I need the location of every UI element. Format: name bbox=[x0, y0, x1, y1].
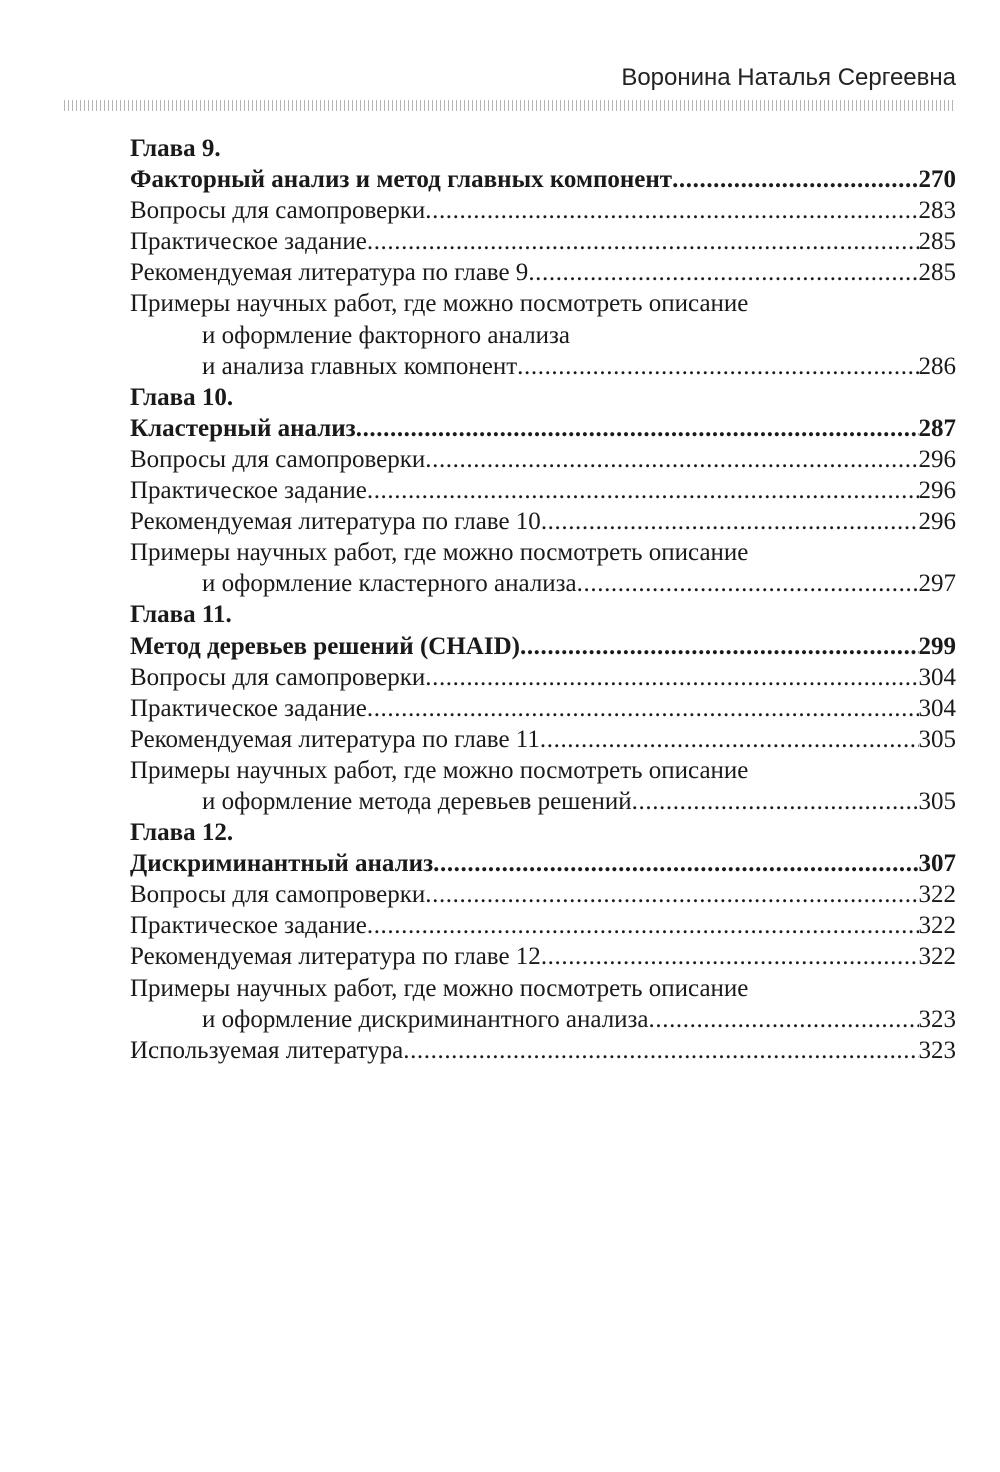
chapter-10-examples-entry bbox=[130, 568, 956, 599]
entry-page-number: 322 bbox=[918, 912, 956, 940]
entry-title: Рекомендуемая литература по главе 12 bbox=[130, 943, 541, 971]
entry-page-number: 322 bbox=[918, 881, 956, 909]
dot-leader bbox=[403, 1035, 918, 1066]
dot-leader bbox=[517, 351, 918, 382]
chapter-9-literature-entry bbox=[130, 257, 956, 288]
chapter-11-literature-entry bbox=[130, 724, 956, 755]
chapter-11-examples-entry bbox=[130, 786, 956, 817]
entry-title: Дискриминантный анализ bbox=[130, 850, 434, 878]
dot-leader bbox=[367, 693, 919, 724]
dot-leader bbox=[672, 164, 918, 195]
entry-title: Рекомендуемая литература по главе 10 bbox=[130, 508, 541, 536]
chapter-10-task-entry bbox=[130, 475, 956, 506]
chapter-9-questions-entry bbox=[130, 195, 956, 226]
entry-title: Практическое задание bbox=[130, 694, 367, 722]
entry-page-number: 304 bbox=[918, 663, 956, 691]
entry-page-number: 286 bbox=[918, 352, 956, 380]
dot-leader bbox=[433, 848, 918, 879]
entry-title: Вопросы для самопроверки bbox=[130, 197, 426, 225]
entry-title: Рекомендуемая литература по главе 11 bbox=[130, 725, 540, 753]
entry-title: и оформление кластерного анализа bbox=[202, 570, 577, 598]
chapter-11-heading: Глава 11. bbox=[130, 601, 232, 629]
dot-leader bbox=[367, 910, 919, 941]
chapter-12-literature-entry bbox=[130, 941, 956, 972]
references-entry bbox=[130, 1035, 956, 1066]
header-rule bbox=[64, 100, 956, 111]
dot-leader bbox=[425, 879, 918, 910]
entry-page-number: 304 bbox=[918, 694, 956, 722]
chapter-9-examples-entry bbox=[130, 351, 956, 382]
chapter-9-heading: Глава 9. bbox=[130, 135, 221, 162]
entry-title: и оформление метода деревьев решений bbox=[202, 787, 632, 815]
entry-title: Используемая литература bbox=[130, 1036, 404, 1064]
entry-page-number: 307 bbox=[918, 850, 956, 878]
entry-page-number: 323 bbox=[918, 1005, 956, 1033]
dot-leader bbox=[367, 475, 919, 506]
dot-leader bbox=[632, 786, 919, 817]
chapter-12-task-entry bbox=[130, 910, 956, 941]
entry-page-number: 296 bbox=[918, 445, 956, 473]
entry-title: Факторный анализ и метод главных компонент bbox=[130, 166, 673, 194]
chapter-12-heading: Глава 12. bbox=[130, 819, 234, 847]
entry-page-number: 285 bbox=[918, 259, 956, 287]
chapter-11-examples-line-1: Примеры научных работ, где можно посмотреть описание bbox=[130, 756, 749, 784]
entry-title: Вопросы для самопроверки bbox=[130, 663, 426, 691]
entry-title: и анализа главных компонент bbox=[202, 352, 518, 380]
chapter-11-questions-entry bbox=[130, 662, 956, 693]
entry-page-number: 296 bbox=[918, 508, 956, 536]
chapter-9-examples-line-2: и оформление факторного анализа bbox=[202, 321, 571, 349]
entry-title: и оформление дискриминантного анализа bbox=[202, 1005, 649, 1033]
entry-title: Практическое задание bbox=[130, 228, 367, 256]
chapter-12-title-entry bbox=[130, 848, 956, 879]
entry-page-number: 283 bbox=[918, 197, 956, 225]
chapter-11-task-entry bbox=[130, 693, 956, 724]
entry-title: Вопросы для самопроверки bbox=[130, 445, 426, 473]
entry-title: Практическое задание bbox=[130, 477, 367, 505]
chapter-12-questions-entry bbox=[130, 879, 956, 910]
chapter-10-literature-entry bbox=[130, 506, 956, 537]
entry-page-number: 296 bbox=[918, 477, 956, 505]
entry-title: Рекомендуемая литература по главе 9 bbox=[130, 259, 529, 287]
dot-leader bbox=[649, 1004, 919, 1035]
chapter-10-examples-line-1: Примеры научных работ, где можно посмотреть описание bbox=[130, 539, 749, 567]
entry-page-number: 305 bbox=[918, 787, 956, 815]
dot-leader bbox=[367, 226, 919, 257]
entry-page-number: 299 bbox=[918, 632, 956, 660]
entry-page-number: 287 bbox=[918, 414, 956, 442]
chapter-10-heading: Глава 10. bbox=[130, 383, 234, 411]
chapter-11-title-entry bbox=[130, 631, 956, 662]
chapter-12-examples-entry bbox=[130, 1004, 956, 1035]
chapter-9-task-entry bbox=[130, 226, 956, 257]
entry-title: Метод деревьев решений (CHAID) bbox=[130, 632, 520, 660]
dot-leader bbox=[356, 413, 919, 444]
entry-title: Практическое задание bbox=[130, 912, 367, 940]
entry-page-number: 297 bbox=[918, 570, 956, 598]
dot-leader bbox=[541, 941, 919, 972]
chapter-9-title-entry bbox=[130, 164, 956, 195]
dot-leader bbox=[577, 568, 919, 599]
chapter-12-examples-line-1: Примеры научных работ, где можно посмотреть описание bbox=[130, 974, 749, 1002]
chapter-10-questions-entry bbox=[130, 444, 956, 475]
entry-page-number: 285 bbox=[918, 228, 956, 256]
entry-page-number: 305 bbox=[918, 725, 956, 753]
dot-leader bbox=[520, 631, 919, 662]
chapter-9-examples-line-1: Примеры научных работ, где можно посмотреть описание bbox=[130, 290, 749, 318]
dot-leader bbox=[540, 724, 919, 755]
entry-title: Вопросы для самопроверки bbox=[130, 881, 426, 909]
entry-page-number: 270 bbox=[918, 166, 956, 194]
chapter-10-title-entry bbox=[130, 413, 956, 444]
dot-leader bbox=[541, 506, 919, 537]
entry-title: Кластерный анализ bbox=[130, 414, 356, 442]
table-of-contents bbox=[130, 133, 956, 1066]
entry-page-number: 323 bbox=[918, 1036, 956, 1064]
dot-leader bbox=[425, 662, 918, 693]
dot-leader bbox=[425, 195, 918, 226]
running-header-author: Воронина Наталья Сергеевна bbox=[621, 64, 956, 91]
entry-page-number: 322 bbox=[918, 943, 956, 971]
dot-leader bbox=[425, 444, 918, 475]
dot-leader bbox=[528, 257, 918, 288]
